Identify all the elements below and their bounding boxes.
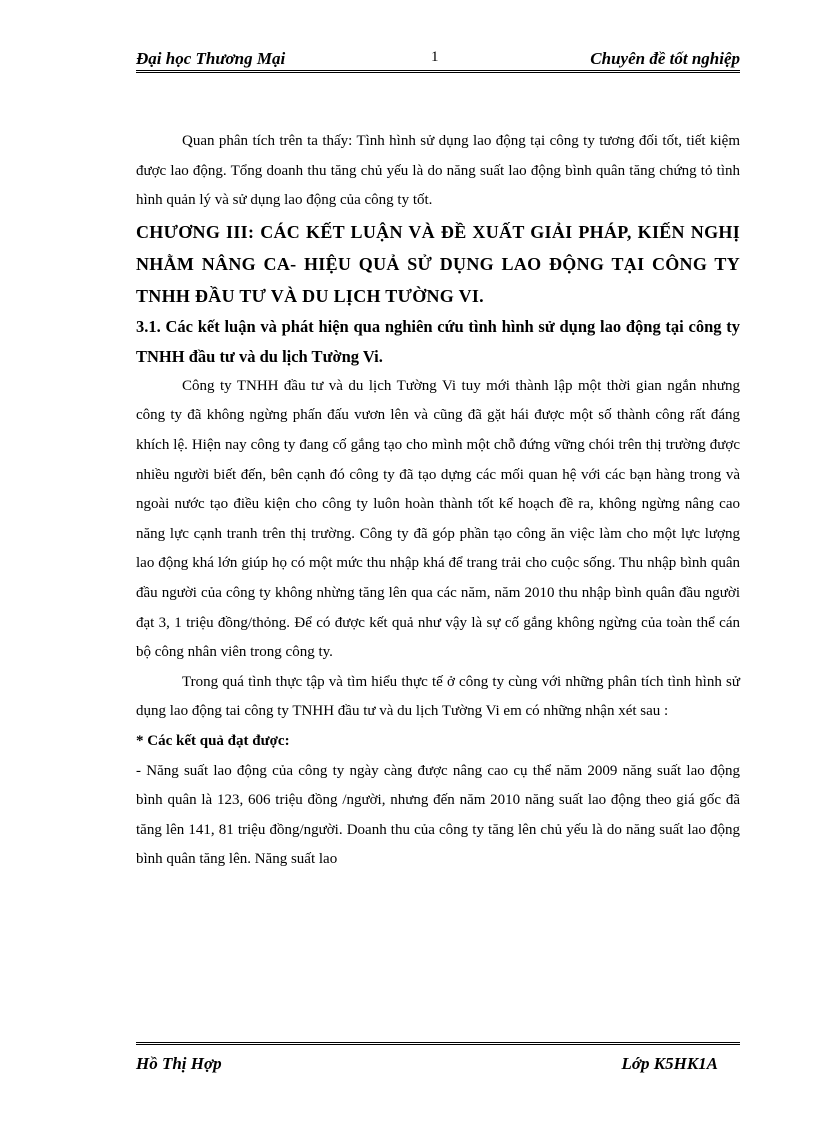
header-document-type: Chuyên đề tốt nghiệp: [590, 49, 740, 68]
page-header: [136, 46, 740, 72]
observation-paragraph: Trong quá tình thực tập và tìm hiểu thực tế ở công ty cùng với những phân tích tình hình sử dụng lao động tai công ty TNHH đầu tư và du lịch Tường Vi em có những nhận xét sau :: [136, 673, 740, 720]
header-university: Đại học Thương Mại: [136, 49, 286, 68]
productivity-paragraph: - Năng suất lao động của công ty ngày càng được nâng cao cụ thể năm 2009 năng suất lao động bình quân là 123, 606 triệu đồng /người, nhưng đến năm 2010 năng suất lao động theo giá gốc đã tăng lên 141, 81 triệu đồng/người. Doanh thu của công ty tăng lên chủ yếu là do năng suất lao động bình quân tăng lên. Năng suất lao: [136, 762, 740, 868]
page-content: [136, 127, 740, 875]
page-number: 1: [431, 49, 439, 65]
footer-class: Lớp K5HK1A: [621, 1054, 718, 1073]
results-subheading: * Các kết quả đạt được:: [136, 732, 290, 749]
company-paragraph: Công ty TNHH đầu tư và du lịch Tường Vi tuy mới thành lập một thời gian ngắn nhưng công ty đã không ngừng phấn đấu vươn lên và cũng đã gặt hái được một số thành công rất đáng khích lệ. Hiện nay công ty đang cố gắng tạo cho mình một chỗ đứng vững chói trên thị trường được nhiều người biết đến, bên cạnh đó công ty đã tạo dựng các mối quan hệ với các bạn hàng trong và ngoài nước tạo điều kiện cho công ty luôn hoàn thành tốt kế hoạch đề ra, không ngừng nâng cao năng lực cạnh tranh trên thị trường. Công ty đã góp phần tạo công ăn việc làm cho một lực lượng lao động khá lớn giúp họ có một mức thu nhập khá để trang trải cho cuộc sống. Thu nhập bình quân đầu người của công ty không nhừng tăng lên qua các năm, năm 2010 thu nhập bình quân đầu người đạt 3, 1 triệu đồng/thỏng. Để có được kết quả như vậy là sự cố gắng không ngừng của toàn thể cán bộ công nhân viên trong công ty.: [136, 377, 740, 661]
section-title: 3.1. Các kết luận và phát hiện qua nghiên cứu tình hình sử dụng lao động tại công ty TNHH đầu tư và du lịch Tường Vi.: [136, 316, 740, 366]
chapter-title: CHƯƠNG III: CÁC KẾT LUẬN VÀ ĐỀ XUẤT GIẢI PHÁP, KIẾN NGHỊ NHẰM NÂNG CA- HIỆU QUẢ SỬ DỤNG LAO ĐỘNG TẠI CÔNG TY TNHH ĐẦU TƯ VÀ DU LỊCH TƯỜNG VI.: [136, 221, 740, 306]
footer-rule: [136, 1042, 740, 1047]
footer-author: Hồ Thị Hợp: [136, 1054, 222, 1073]
header-rule: [136, 70, 740, 75]
intro-paragraph: Quan phân tích trên ta thấy: Tình hình sử dụng lao động tại công ty tương đối tốt, tiết kiệm được lao động. Tổng doanh thu tăng chủ yếu là do năng suất lao động bình quân tăng chứng tỏ tình hình quản lý và sử dụng lao động của công ty tốt.: [136, 133, 740, 209]
